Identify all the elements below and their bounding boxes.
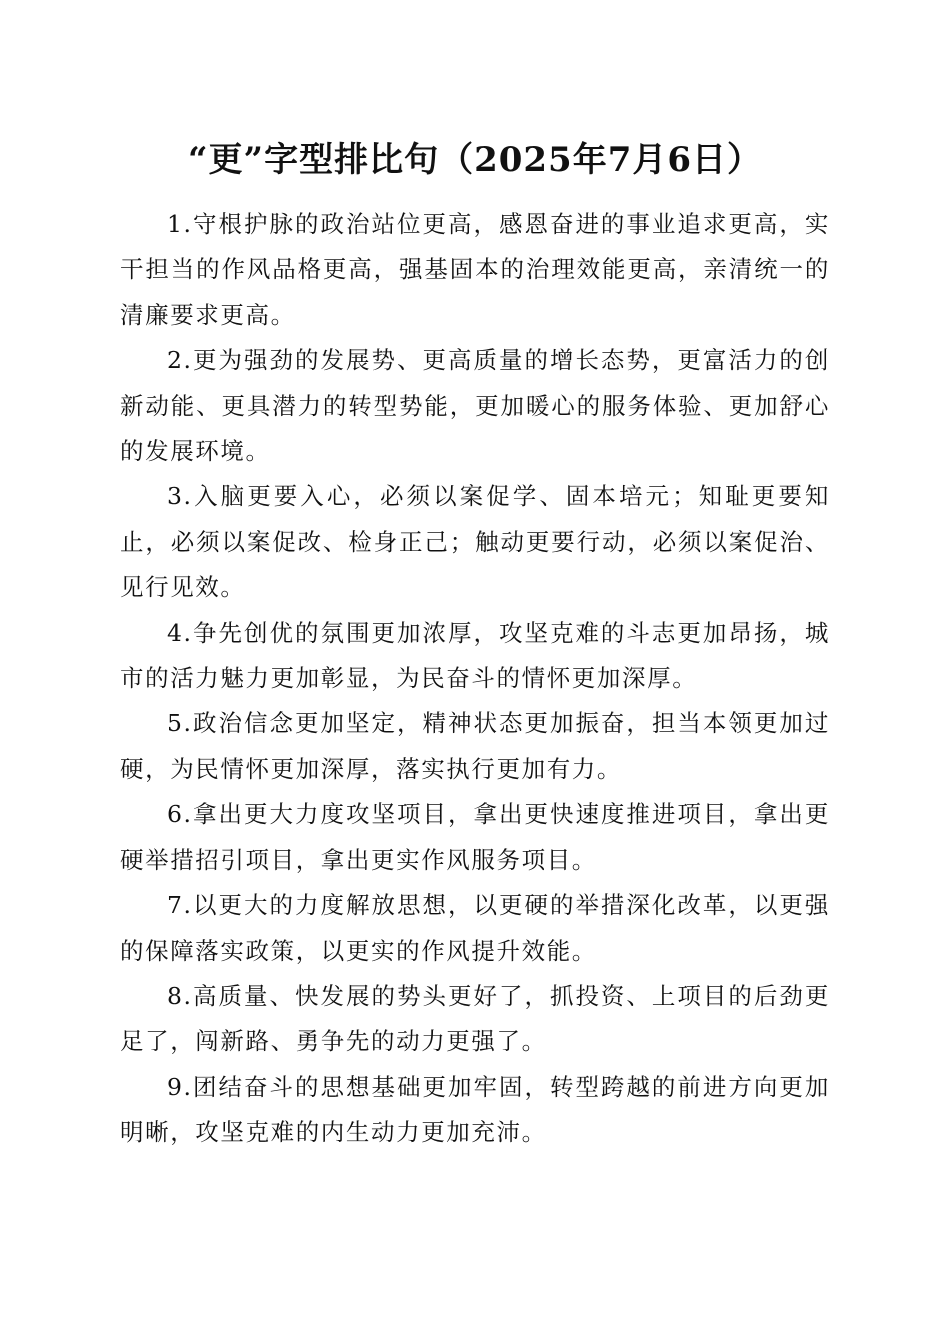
paragraph-6: 6.拿出更大力度攻坚项目，拿出更快速度推进项目，拿出更硬举措招引项目，拿出更实作风服务项目。	[120, 800, 830, 874]
paragraph-3: 3.入脑更要入心，必须以案促学、固本培元；知耻更要知止，必须以案促改、检身正己；触动更要行动，必须以案促治、见行见效。	[120, 482, 830, 602]
paragraph-8: 8.高质量、快发展的势头更好了，抓投资、上项目的后劲更足了，闯新路、勇争先的动力更强了。	[120, 981, 830, 1056]
paragraph-4: 4.争先创优的氛围更加浓厚，攻坚克难的斗志更加昂扬，城市的活力魅力更加彰显，为民奋斗的情怀更加深厚。	[120, 618, 830, 693]
paragraph-7: 7.以更大的力度解放思想，以更硬的举措深化改革，以更强的保障落实政策，以更实的作风提升效能。	[120, 891, 830, 965]
paragraph-1: 1.守根护脉的政治站位更高，感恩奋进的事业追求更高，实干担当的作风品格更高，强基固本的治理效能更高，亲清统一的清廉要求更高。	[120, 210, 830, 329]
document-title: “更”字型排比句（2025年7月6日）	[187, 140, 763, 180]
paragraph-2: 2.更为强劲的发展势、更高质量的增长态势，更富活力的创新动能、更具潜力的转型势能，更加暖心的服务体验、更加舒心的发展环境。	[120, 346, 830, 466]
document-body	[120, 202, 830, 1156]
paragraph-5: 5.政治信念更加坚定，精神状态更加振奋，担当本领更加过硬，为民情怀更加深厚，落实执行更加有力。	[120, 709, 830, 783]
paragraph-9: 9.团结奋斗的思想基础更加牢固，转型跨越的前进方向更加明晰，攻坚克难的内生动力更加充沛。	[120, 1072, 830, 1147]
